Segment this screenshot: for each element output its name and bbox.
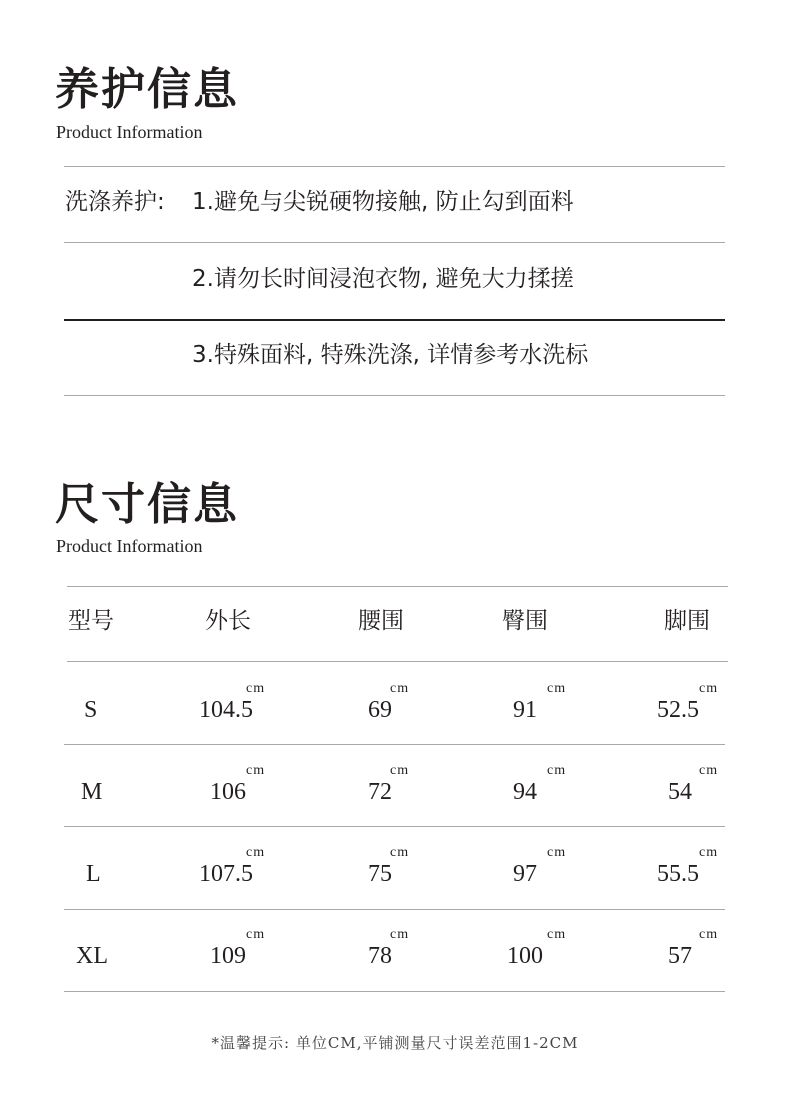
size-subtitle: Product Information xyxy=(56,536,203,556)
size-label: XL xyxy=(76,943,108,969)
unit-label: cm xyxy=(699,681,719,696)
size-title: 尺寸信息 xyxy=(55,479,239,530)
header-waist: 腰围 xyxy=(358,608,404,634)
divider xyxy=(64,909,725,910)
unit-label: cm xyxy=(699,763,719,778)
unit-label: cm xyxy=(547,763,567,778)
size-label: M xyxy=(81,779,103,805)
hip-value: 94 xyxy=(513,779,537,805)
hip-value: 91 xyxy=(513,697,537,723)
care-item-3: 3.特殊面料, 特殊洗涤, 详情参考水洗标 xyxy=(192,342,589,368)
divider xyxy=(64,319,725,321)
hem-value: 54 xyxy=(668,779,692,805)
waist-value: 69 xyxy=(368,697,392,723)
waist-value: 75 xyxy=(368,861,392,887)
size-label: S xyxy=(84,697,98,723)
length-value: 109 xyxy=(210,943,246,969)
header-hip: 臀围 xyxy=(502,608,548,634)
header-hem: 脚围 xyxy=(664,608,710,634)
header-length: 外长 xyxy=(205,608,251,634)
footnote: *温馨提示: 单位CM,平铺测量尺寸误差范围1-2CM xyxy=(211,1034,579,1052)
header-model: 型号 xyxy=(68,608,114,634)
hip-value: 100 xyxy=(507,943,543,969)
size-label: L xyxy=(86,861,101,887)
waist-value: 78 xyxy=(368,943,392,969)
length-value: 104.5 xyxy=(199,697,253,723)
unit-label: cm xyxy=(390,681,410,696)
unit-label: cm xyxy=(390,927,410,942)
divider xyxy=(64,166,725,167)
divider xyxy=(67,661,728,662)
unit-label: cm xyxy=(390,763,410,778)
length-value: 106 xyxy=(210,779,246,805)
care-item-1: 1.避免与尖锐硬物接触, 防止勾到面料 xyxy=(192,189,574,215)
divider xyxy=(64,242,725,243)
care-subtitle: Product Information xyxy=(56,122,203,142)
unit-label: cm xyxy=(547,927,567,942)
unit-label: cm xyxy=(547,845,567,860)
unit-label: cm xyxy=(699,845,719,860)
hip-value: 97 xyxy=(513,861,537,887)
table-bottom-border xyxy=(64,991,725,992)
divider xyxy=(64,826,725,827)
hem-value: 57 xyxy=(668,943,692,969)
unit-label: cm xyxy=(246,927,266,942)
divider xyxy=(64,395,725,396)
unit-label: cm xyxy=(246,681,266,696)
care-label: 洗涤养护: xyxy=(65,189,165,215)
hem-value: 55.5 xyxy=(657,861,699,887)
waist-value: 72 xyxy=(368,779,392,805)
unit-label: cm xyxy=(246,763,266,778)
unit-label: cm xyxy=(246,845,266,860)
care-item-2: 2.请勿长时间浸泡衣物, 避免大力揉搓 xyxy=(192,266,574,292)
divider xyxy=(64,744,725,745)
table-top-border xyxy=(67,586,728,587)
unit-label: cm xyxy=(699,927,719,942)
hem-value: 52.5 xyxy=(657,697,699,723)
care-title: 养护信息 xyxy=(55,64,239,115)
unit-label: cm xyxy=(547,681,567,696)
unit-label: cm xyxy=(390,845,410,860)
length-value: 107.5 xyxy=(199,861,253,887)
